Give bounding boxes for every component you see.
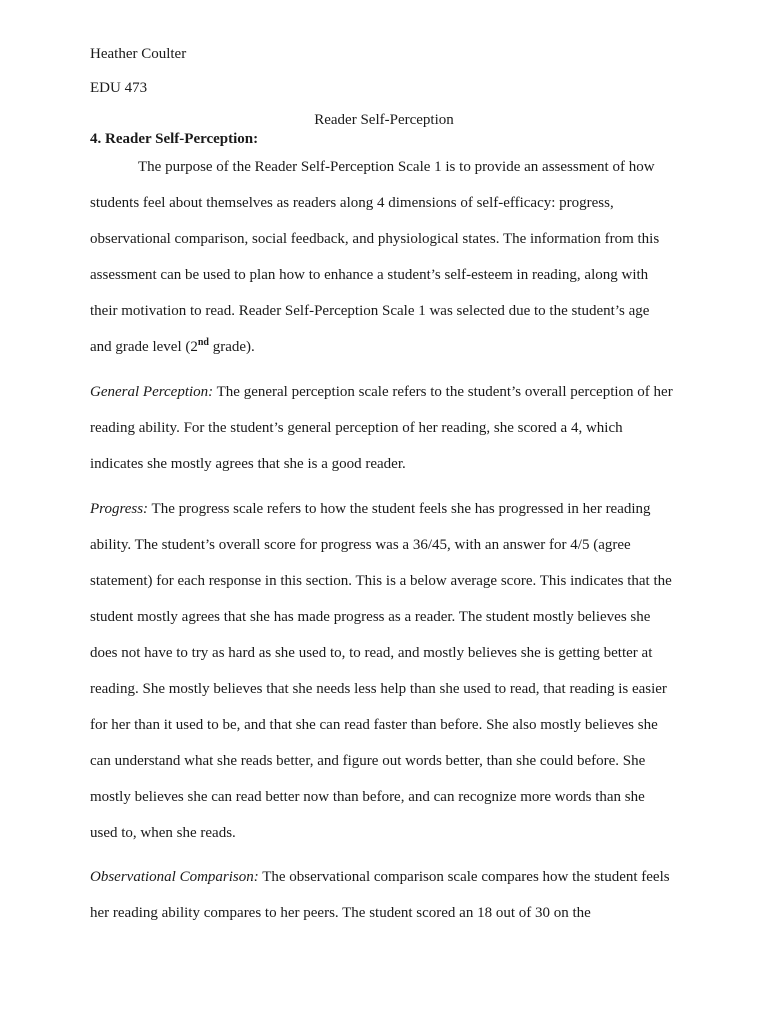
progress-line: ability. The student’s overall score for progress was a 36/45, with an answer for 4/5 (agree [90,537,631,553]
progress-line: does not have to try as hard as she used to, to read, and mostly believes she is getting better at [90,645,653,661]
intro-line [90,338,255,356]
general-perception-line: reading ability. For the student’s general perception of her reading, she scored a 4, which [90,420,623,436]
paragraph-text: The general perception scale refers to the student’s overall perception of her [213,384,673,400]
progress-line: can understand what she reads better, and figure out words better, than she could before. She [90,753,646,769]
ordinal-superscript: nd [197,337,209,348]
progress-line: mostly believes she can read better now than before, and can recognize more words than she [90,789,645,805]
course-code: EDU 473 [90,80,148,96]
general-perception-line [90,383,673,401]
progress-line: for her than it used to be, and that she can read faster than before. She also mostly believes she [90,717,658,733]
paragraph-text: The progress scale refers to how the student feels she has progressed in her reading [148,501,651,517]
section-heading: 4. Reader Self-Perception: [90,131,259,147]
intro-text: and grade level (2 [90,339,198,355]
progress-label: Progress: [90,501,149,517]
intro-line: The purpose of the Reader Self-Perception Scale 1 is to provide an assessment of how [138,159,655,175]
author-name: Heather Coulter [90,46,187,62]
progress-line: statement) for each response in this section. This is a below average score. This indicates that the [90,573,672,589]
intro-line: assessment can be used to plan how to enhance a student’s self-esteem in reading, along with [90,267,649,283]
paragraph-text: The observational comparison scale compares how the student feels [258,869,670,885]
progress-line [90,500,651,518]
running-title: Reader Self-Perception [314,112,454,128]
general-perception-label: General Perception: [90,384,214,400]
observational-comparison-line [90,868,670,886]
progress-line: student mostly agrees that she has made progress as a reader. The student mostly believes she [90,609,651,625]
intro-line: observational comparison, social feedback, and physiological states. The information from this [90,231,660,247]
intro-line: students feel about themselves as readers along 4 dimensions of self-efficacy: progress, [90,195,614,211]
intro-line: their motivation to read. Reader Self-Perception Scale 1 was selected due to the student’s age [90,303,650,319]
intro-text: grade). [209,339,255,355]
observational-comparison-line: her reading ability compares to her peers. The student scored an 18 out of 30 on the [90,905,591,921]
progress-line: used to, when she reads. [90,825,236,841]
observational-comparison-label: Observational Comparison: [90,869,259,885]
progress-line: reading. She mostly believes that she needs less help than she used to read, that reading is easier [90,681,667,697]
general-perception-line: indicates she mostly agrees that she is a good reader. [90,456,406,472]
